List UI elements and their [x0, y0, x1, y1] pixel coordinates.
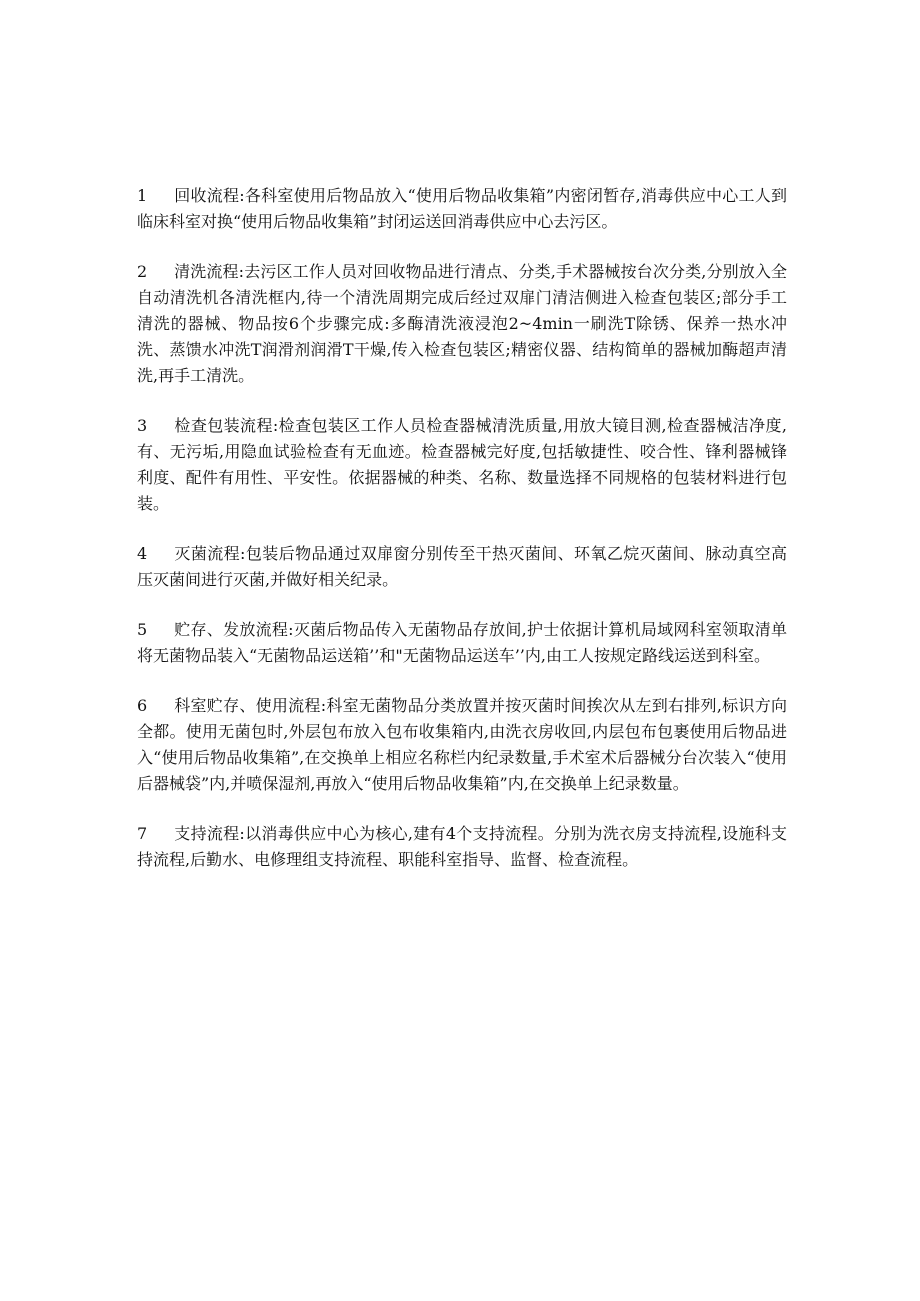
section-text: 检查包装流程:检查包装区工作人员检查器械清洗质量,用放大镜目测,检查器械洁净度,有、无污垢,用隐血试验检查有无血迹。检查器械完好度,包括敏捷性、咬合性、锋利器械锋利度、配件有用性、平安性。依据器械的种类、名称、数量选择不同规格的包装材料进行包装。: [137, 416, 787, 513]
section-text: 清洗流程:去污区工作人员对回收物品进行清点、分类,手术器械按台次分类,分别放入全自动清洗机各清洗框内,待一个清洗周期完成后经过双扉门清洁侧进入检查包装区;部分手工清洗的器械、物品按6个步骤完成:多酶清洗液浸泡2~4min一刷洗T除锈、保养一热水冲洗、蒸馈水冲洗T润滑剂润滑T干燥,传入检查包装区;精密仪器、结构简单的器械加酶超声清洗,再手工清洗。: [137, 262, 787, 385]
section-number: 5: [137, 620, 148, 639]
section-text: 灭菌流程:包装后物品通过双扉窗分别传至干热灭菌间、环氧乙烷灭菌间、脉动真空高压灭菌间进行灭菌,并做好相关纪录。: [137, 544, 787, 589]
document-body: [137, 183, 787, 897]
section-6: [137, 693, 787, 797]
section-number: 3: [137, 416, 148, 435]
section-number: 2: [137, 262, 148, 281]
section-text: 贮存、发放流程:灭菌后物品传入无菌物品存放间,护士依据计算机局域网科室领取清单将无菌物品装入“无菌物品运送箱’’和"无菌物品运送车’’内,由工人按规定路线运送到科室。: [137, 620, 787, 665]
section-text: 回收流程:各科室使用后物品放入“使用后物品收集箱”内密闭暂存,消毒供应中心工人到临床科室对换“使用后物品收集箱”封闭运送回消毒供应中心去污区。: [137, 186, 787, 231]
section-7: [137, 821, 787, 873]
section-number: 7: [137, 824, 148, 843]
section-4: [137, 541, 787, 593]
section-number: 1: [137, 186, 148, 205]
section-text: 科室贮存、使用流程:科室无菌物品分类放置并按灭菌时间挨次从左到右排列,标识方向全都。使用无菌包时,外层包布放入包布收集箱内,由洗衣房收回,内层包布包裹使用后物品进入“使用后物品收集箱”,在交换单上相应名称栏内纪录数量,手术室术后器械分台次装入“使用后器械袋”内,并喷保湿剂,再放入“使用后物品收集箱”内,在交换单上纪录数量。: [137, 696, 787, 793]
section-number: 6: [137, 696, 148, 715]
section-5: [137, 617, 787, 669]
section-3: [137, 413, 787, 517]
section-number: 4: [137, 544, 148, 563]
section-2: [137, 259, 787, 389]
section-1: [137, 183, 787, 235]
section-text: 支持流程:以消毒供应中心为核心,建有4个支持流程。分别为洗衣房支持流程,设施科支持流程,后勤水、电修理组支持流程、职能科室指导、监督、检查流程。: [137, 824, 787, 869]
